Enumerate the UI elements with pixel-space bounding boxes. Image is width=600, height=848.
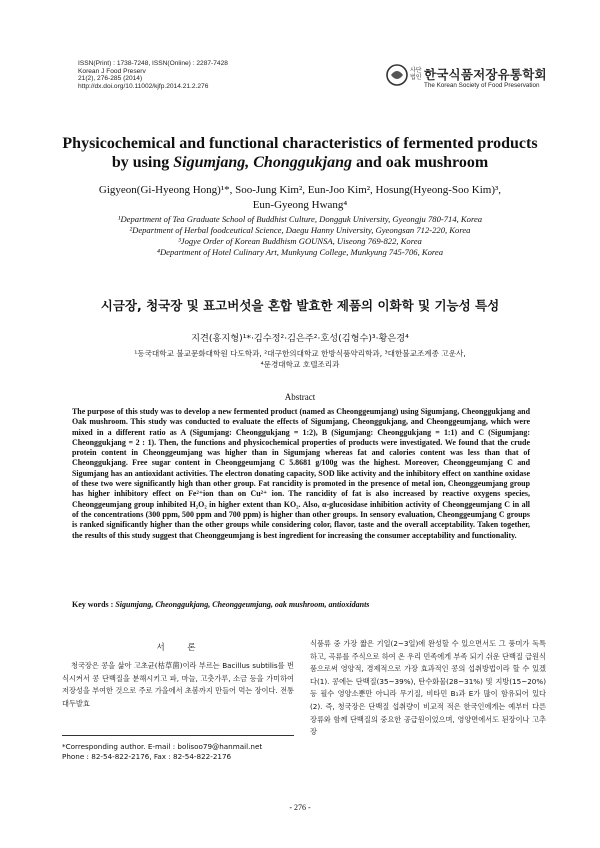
keywords: [72, 600, 530, 609]
author-list: [40, 183, 560, 213]
journal-meta: [78, 60, 228, 90]
affiliation-item: ¹Department of Tea Graduate School of Buddhist Culture, Dongguk University, Gyeongju 780-714, Korea: [117, 214, 483, 224]
footnote-phone-line: Phone : 82-54-822-2176, Fax : 82-54-822-2176: [62, 752, 232, 762]
author-line-2: Eun-Gyeong Hwang⁴: [252, 199, 348, 211]
affiliation-item: ³Jogye Order of Korean Buddhism GOUNSA, Uiseong 769-822, Korea: [178, 236, 422, 246]
korean-affiliation-line: ⁴문경대학교 호텔조리과: [260, 360, 340, 369]
footnote-divider: [62, 735, 294, 736]
affiliations: [40, 214, 560, 258]
keywords-list: Sigumjang, Cheonggukjang, Cheonggeumjang, oak mushroom, antioxidants: [115, 600, 370, 609]
logo-small-text: 사단 법인: [410, 67, 422, 81]
journal-name: Korean J Food Preserv: [78, 67, 146, 75]
korean-affiliations: [40, 348, 560, 370]
doi-link[interactable]: http://dx.doi.org/10.11002/kjfp.2014.21.2.276: [78, 82, 209, 90]
affiliation-item: ²Department of Herbal foodceutical Science, Daegu Hanny University, Gyeongsan 712-220, Korea: [129, 225, 471, 235]
title-part: by using: [111, 154, 174, 171]
society-emblem-icon: [386, 64, 408, 86]
korean-title: 시금장, 청국장 및 표고버섯을 혼합 발효한 제품의 이화학 및 기능성 특성: [100, 298, 500, 313]
logo-english-name: The Korean Society of Food Preservation: [424, 82, 540, 89]
title-part: and oak mushroom: [351, 154, 489, 171]
keywords-label: Key words :: [72, 600, 114, 609]
intro-left-column: 청국장은 콩을 삶아 고초균(枯草菌)이라 부르는 Bacillus subtilis를 번식시켜서 콩 단백질을 분해시키고 파, 마늘, 고춧가루, 소금 등을 가미하여 저장성을 부여한 것으로 주로 가을에서 초봄까지 만들어 먹는 장이다. 전통 대두발효: [62, 661, 294, 708]
title-italic-part: Sigumjang, Chonggukjang: [173, 154, 352, 171]
corresponding-footnote: [62, 742, 302, 763]
logo-korean-name: 한국식품저장유통학회: [424, 67, 547, 82]
korean-affiliation-line: ¹동국대학교 불교문화대학원 다도학과, ²대구한의대학교 한방식품약리학과, ³대한불교조계종 고운사,: [134, 349, 466, 358]
footnote-email-line[interactable]: *Corresponding author. E-mail : bolisoo79@hanmail.net: [62, 742, 263, 751]
page-number: - 276 -: [289, 803, 311, 812]
paper-title: [40, 134, 560, 172]
abstract-body: The purpose of this study was to develop a new fermented product (named as Cheonggeumjang) using Sigumjang, Cheonggukjang and Oak mushroom. This study was conducted to evaluate the effects of Sigumjang, Cheonggukjang, and Cheonggeumjang, which were mixed in a different ratio as A (Sigumjang: Cheonggukjang = 1:2), B (Sigumjang: Cheonggukjang = 1:1) and C (Sigumjang: Cheonggukjang = 2 : 1). Then, the functions and physicochemical properties of products were investigated. We found that the crude protein content in Cheonggeumjang was higher than in Sigumjang whereas fat and calories content was less than that of Cheonggukjang. Free sugar content in Cheonggeumjang C 5.8681 g/100g was the highest. Moreover, Cheonggeumjang C and Sigumjang has an antioxidant activities. The electron donating capacity, SOD like activity and the inhibitory effect on xanthine oxidase of these two were significantly high than other group. Fat rancidity is promoted in the presence of metal ion, Cheonggeumjang group has higher inhibitory effect on Fe²⁺ion than on Cu²⁺ ion. The rancidity of fat is also increased by reactive oxygens species, Cheonggeumjang group inhibited H₂O₂ in higher extent than KO₂. Also, α-glucosidase inhibition activity of Cheonggeumjang C in all of the concentrations (300 ppm, 500 ppm and 700 ppm) is higher than other groups. In sensory evaluation, Cheonggeumjang C groups is ranked significantly higher than the other groups while considering color, flavor, taste and the overall acceptability. Taken together, the results of this study suggest that Cheonggeumjang is best ingredient for increasing the consumer acceptability and functionality.: [72, 407, 530, 540]
title-line-1: Physicochemical and functional characteristics of fermented products: [62, 135, 538, 152]
affiliation-item: ⁴Department of Hotel Culinary Art, Munkyung College, Munkyung 745-706, Korea: [156, 247, 444, 257]
section-heading-introduction: 서 론: [156, 643, 206, 653]
society-logo: [386, 64, 556, 90]
korean-authors: 지견(홍지형)¹*·김수정²·김은주²·호성(김형수)³·황은경⁴: [191, 333, 409, 344]
title-line-2: [40, 153, 560, 172]
intro-right-column: 식품류 중 가장 짧은 기일(2~3일)에 완성할 수 있으면서도 그 풍미가 독특하고, 곡류를 주식으로 하여 온 우리 민족에게 부족 되기 쉬운 단백질 급원식품으로써 영양적, 경제적으로 가장 효과적인 콩의 섭취방법이라 할 수 있겠다(1). 콩에는 단백질(35~39%), 탄수화물(28~31%) 및 지방(15~20%) 등 필수 영양소뿐만 아니라 무기질, 비타민 B₁과 E가 많이 함유되어 있다(2). 즉, 청국장은 단백질 섭취량이 비교적 적은 한국인에게는 예부터 다른 장류와 함께 단백질의 중요한 공급원이었으며, 영양면에서도 된장이나 고추장: [310, 639, 546, 737]
abstract-heading: Abstract: [284, 392, 316, 402]
issn-line: ISSN(Print) : 1738-7248, ISSN(Online) : 2287-7428: [78, 60, 228, 67]
author-line-1: Gigyeon(Gi-Hyeong Hong)¹*, Soo-Jung Kim², Eun-Joo Kim², Hosung(Hyeong-Soo Kim)³,: [98, 184, 502, 196]
volume-line: 21(2), 276-285 (2014): [78, 75, 143, 83]
